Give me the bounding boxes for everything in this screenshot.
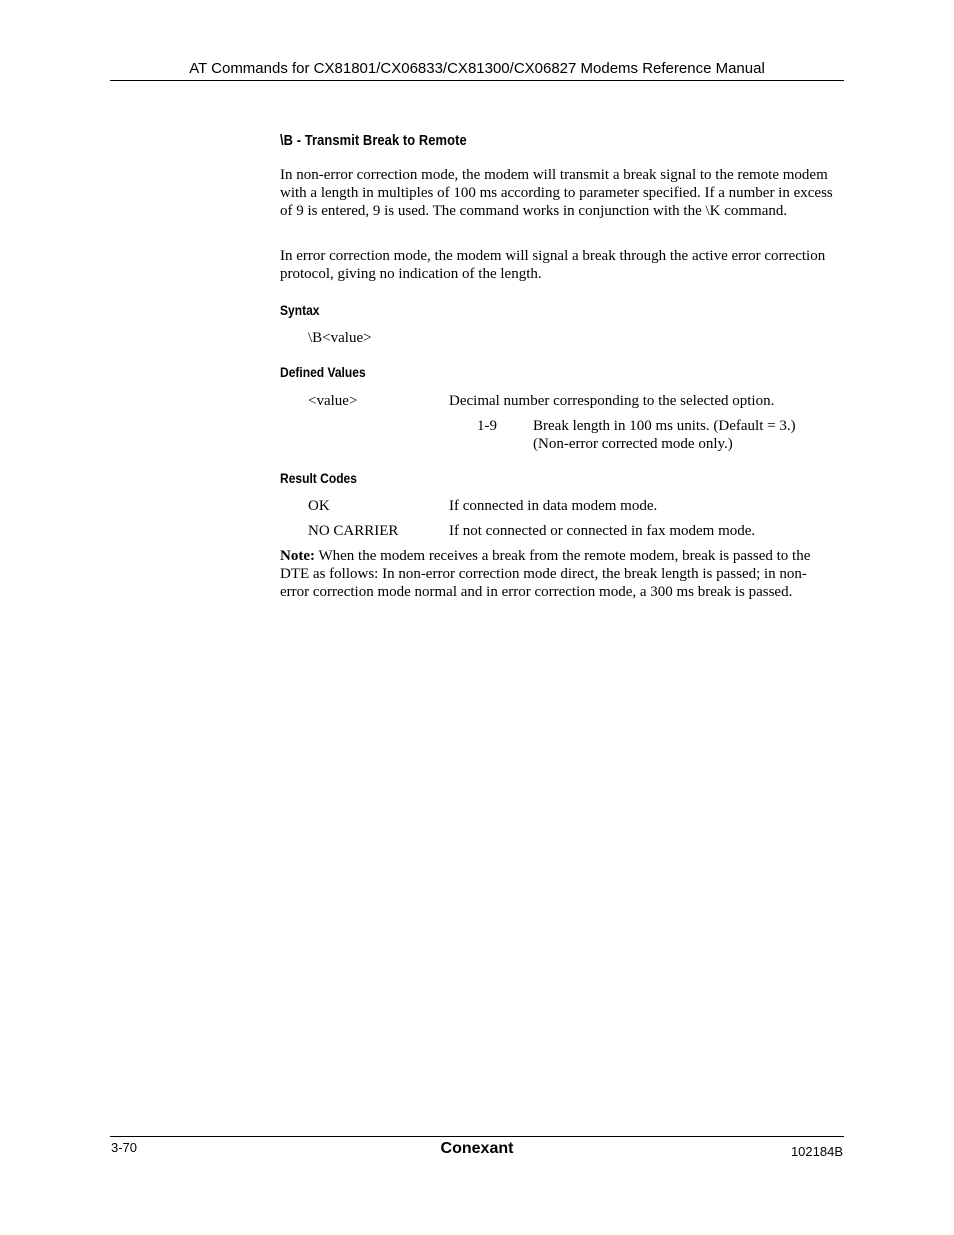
syntax-heading: Syntax [280,302,320,318]
defined-value-option: 1-9 [477,418,497,434]
result-codes-heading: Result Codes [280,470,357,486]
note-text: When the modem receives a break from the remote modem, break is passed to the DTE as follows: In non-error correction mode direct, the break length is passed; in non-error correction mode normal and in error correction mode, a 300 ms break is passed. [280,548,811,600]
intro-paragraph-1: In non-error correction mode, the modem will transmit a break signal to the remote modem with a length in multiples of 100 ms according to parameter specified. If a number in excess of 9 is entered, 9 is used. The command works in conjunction with the \K command. [280,167,833,219]
result-code-ok-desc: If connected in data modem mode. [449,498,658,514]
intro-paragraph-2: In error correction mode, the modem will signal a break through the active error correction protocol, giving no indication of the length. [280,248,826,282]
header-rule [110,80,844,81]
defined-value-option-desc-2: (Non-error corrected mode only.) [533,436,733,452]
page-number: 3-70 [111,1140,138,1155]
note-paragraph [280,547,836,601]
result-code-no-carrier: NO CARRIER [308,523,399,539]
running-header-title: AT Commands for CX81801/CX06833/CX81300/CX06827 Modems Reference Manual [189,60,765,77]
company-name: Conexant [440,1140,514,1157]
defined-value-option-desc-1: Break length in 100 ms units. (Default = 3.) [533,418,796,434]
footer-rule [110,1136,844,1137]
section-title: \B - Transmit Break to Remote [280,132,467,149]
note-label: Note: [280,548,315,564]
syntax-command: \B<value> [308,330,372,346]
document-number: 102184B [790,1144,843,1159]
result-code-ok: OK [308,498,330,514]
defined-values-heading: Defined Values [280,364,366,380]
defined-value-param-desc: Decimal number corresponding to the selected option. [449,393,775,409]
result-code-no-carrier-desc: If not connected or connected in fax modem mode. [449,523,756,539]
defined-value-param: <value> [308,393,358,409]
